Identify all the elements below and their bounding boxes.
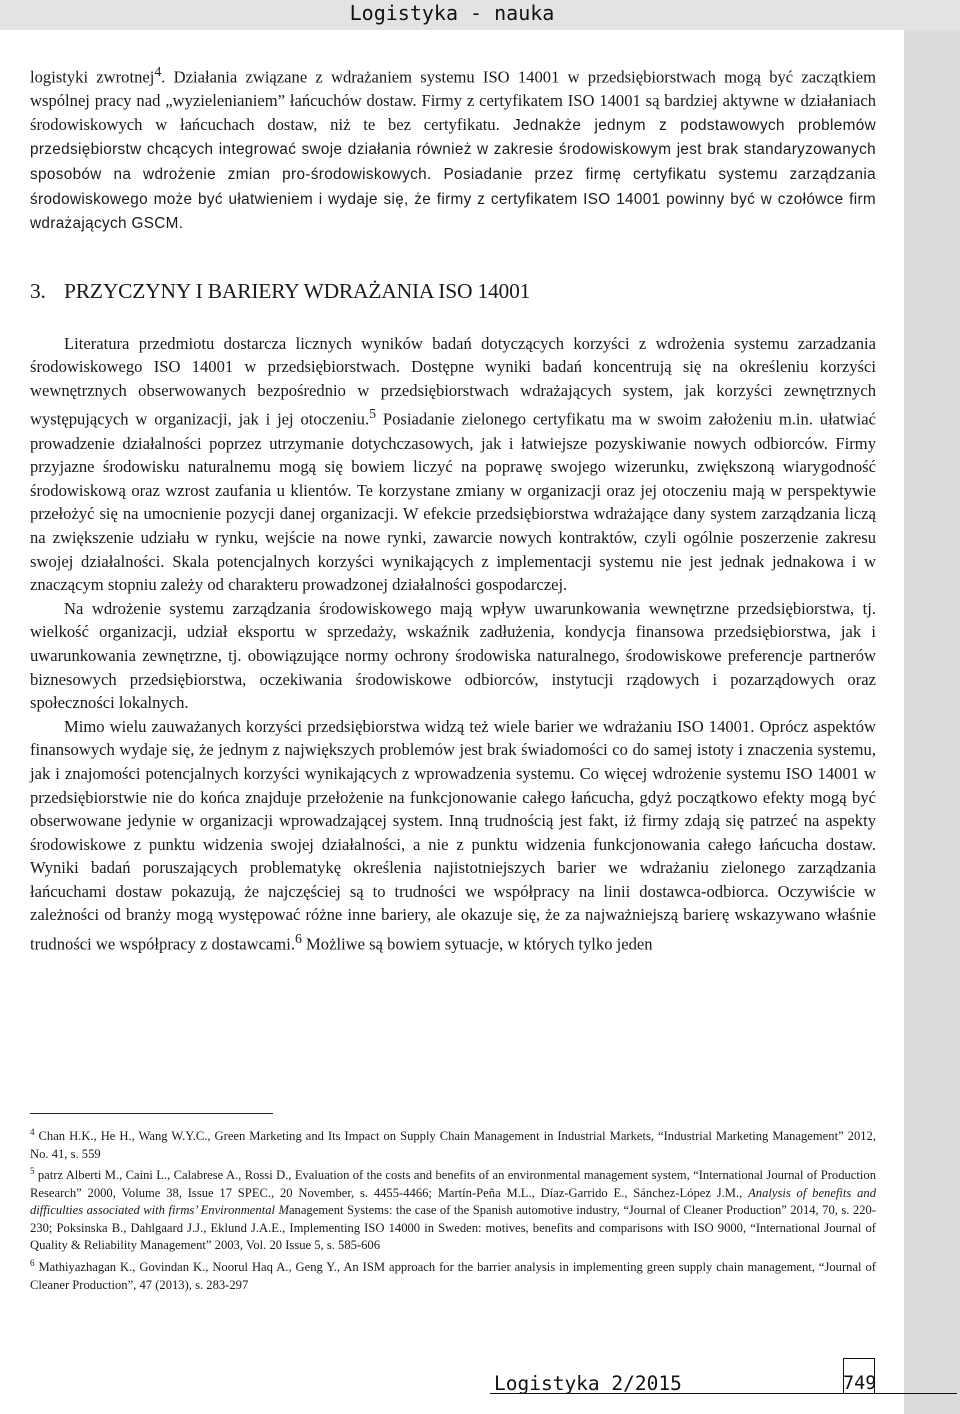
footnote-6-text: Mathiyazhagan K., Govindan K., Noorul Haq A., Geng Y., An ISM approach for the barrier analysis in implementing green supply chain management, “Journal of Cleaner Production”, 47 (2013), s. 283-297: [30, 1260, 876, 1292]
footnote-5: [30, 1163, 876, 1255]
paragraph-4-part-b: Możliwe są bowiem sytuacje, w których tylko jeden: [301, 934, 653, 954]
right-margin-strip: [904, 30, 960, 1414]
footnote-5-text-b: anagement Systems: the case of the Spanish automotive industry, “Journal of Cleaner Production” 2014, 70, s. 220-230; Poksinska B., Dahlgaard J.J., Eklund J.A.E., Implementing ISO 14000 in Sweden: motives, benefits and comparisons with ISO 9000, “International Journal of Quality & Reliability Management” 2003, Vol. 20 Issue 5, s. 585-606: [30, 1203, 876, 1253]
footnote-4-text: Chan H.K., He H., Wang W.Y.C., Green Marketing and Its Impact on Supply Chain Management in Industrial Markets, “Industrial Marketing Management” 2012, No. 41, s. 559: [30, 1129, 876, 1161]
paragraph-1-part-b: . Działania związane z wdrażaniem systemu ISO 14001 w przedsiębiorstwach mogą być zaczątkiem wspólnej pracy nad „wyzielenianiem” łańcuchów dostaw. Firmy z certyfikatem ISO 14001 są bardziej aktywne w działaniach środowiskowych w łańcuchach dostaw, niż te bez certyfikatu.: [30, 67, 876, 134]
paragraph-2-part-b: Posiadanie zielonego certyfikatu ma w swoim założeniu m.in. ułatwiać prowadzenie działalności poprzez utrzymanie dotychczasowych, jak i łatwiejsze pozyskiwanie nowych odbiorców. Firmy przyjazne środowisku naturalnemu mogą się bowiem liczyć na poprawę swojego wizerunku, zwiększoną wiarygodność środowiskową oraz wzrost zaufania u klientów. Te korzystane zmiany w organizacji oraz jej otoczeniu mają w perspektywie przełożyć się na umocnienie pozycji danej organizacji. W efekcie przedsiębiorstwa wdrażające dany system zarządzania liczą na zwiększenie udziału w rynku, wejście na nowe rynki, zawarcie nowych kontraktów, czyli ogólnie poszerzenie zakresu swojej działalności. Skala potencjalnych korzyści wynikających z implementacji systemu nie jest jednak jednakowa i w znaczącym stopniu zależy od charakteru prowadzonej działalności gospodarczej.: [30, 410, 876, 595]
footnote-5-text-a: patrz Alberti M., Caini L., Calabrese A., Rossi D., Evaluation of the costs and benefits of an environmental management system, “International Journal of Production Research” 2000, Volume 38, Issue 17 SPEC., 20 November, s. 4455-4466; Martín-Peña M.L., Díaz-Garrido E., Sánchez-López J.M.,: [30, 1168, 876, 1200]
footnote-4-mark: 4: [30, 1127, 35, 1137]
footnote-divider: [30, 1113, 273, 1114]
paragraph-1-part-d: Posiadanie przez firmę certyfikatu systemu zarządzania środowiskowego może być ułatwieniem i wydaje się, że firmy z certyfikatem ISO 14001 powinny być w czołówce firm wdrażających GSCM.: [30, 165, 876, 233]
paragraph-1: [30, 60, 876, 236]
section-title: PRZYCZYNY I BARIERY WDRAŻANIA ISO 14001: [64, 278, 531, 303]
footnote-6-mark: 6: [30, 1257, 35, 1268]
footnote-5-italic-title: Analysis of benefits and difficulties associated with firms’ Environmental M: [30, 1185, 877, 1218]
footnotes: [30, 1124, 876, 1294]
article-body: [30, 60, 876, 956]
section-heading: [30, 278, 876, 304]
footnote-4: [30, 1124, 876, 1163]
header-title: Logistyka - nauka: [349, 1, 555, 25]
paragraph-1-part-a: logistyki zwrotnej: [30, 67, 155, 87]
footer-journal-title: Logistyka 2/2015: [494, 1372, 682, 1395]
paragraph-2: [30, 332, 876, 597]
paragraph-3: Na wdrożenie systemu zarządzania środowiskowego mają wpływ uwarunkowania wewnętrzne przedsiębiorstwa, tj. wielkość organizacji, udział eksportu w sprzedaży, wskaźnik zadłużenia, kondycja finansowa przedsiębiorstwa, jak i uwarunkowania zewnętrzne, tj. obowiązujące normy ochrony środowiska naturalnego, środowiskowe preferencje partnerów biznesowych przedsiębiorstwa, oczekiwania środowiskowe odbiorców, instytucji rządowych i pozarządowych oraz społeczności lokalnych.: [30, 598, 876, 713]
top-header-bar: [0, 0, 960, 30]
footnote-6: [30, 1255, 876, 1294]
footnote-5-mark: 5: [30, 1166, 35, 1177]
footnote-ref-4[interactable]: 4: [154, 64, 162, 79]
paragraph-2-part-a: Literatura przedmiotu dostarcza licznych wyników badań dotyczących korzyści z wdrożenia systemu zarzadzania środowiskowego ISO 14001 w przedsiębiorstwach. Dostępne wyniki badań koncentrują się na określeniu korzyści wewnętrznych obserwowanych bezpośrednio w przedsiębiorstwach wdrażających system, jak korzyści zewnętrznych występujących w organizacji, jak i jej otoczeniu.: [30, 333, 876, 429]
footer-rule: [490, 1393, 957, 1394]
paragraph-4-part-a: Mimo wielu zauważanych korzyści przedsiębiorstwa widzą też wiele barier we wdrażaniu ISO 14001. Oprócz aspektów finansowych wydaje się, że jednym z największych problemów jest brak świadomości co do samej istoty i znaczenia systemu, jak i znajomości potencjalnych korzyści wynikających z wprowadzenia systemu. Co więcej wdrożenie systemu ISO 14001 w przedsiębiorstwie nie do końca znajduje przełożenie na funkcjonowanie całego łańcucha, gdyż początkowo efekty mogą być obserwowane jedynie w organizacji wprowadzającej system. Inną trudnością jest fakt, iż firmy zdają się patrzeć na aspekty środowiskowe z punktu widzenia swojej działalności, a nie z punktu widzenia funkcjonowania całego łańcucha dostaw. Wyniki badań poruszających problematykę określenia najistotniejszych barier we wdrażaniu zielonego zarządzania łańcuchami dostaw pokazują, że najczęściej są to trudności we współpracy na linii dostawca-odbiorca. Oczywiście w zależności od branży mogą występować różne inne bariery, ale okazuje się, że za najważniejszą barierę wskazywano właśnie trudności we współpracy z dostawcami.: [30, 716, 876, 954]
footnote-ref-6[interactable]: 6: [294, 931, 302, 947]
section-number: 3.: [30, 278, 46, 303]
paragraph-4: [30, 715, 876, 956]
paragraph-1-part-c: Jednakże jednym z podstawowych problemów przedsiębiorstw chcących integrować swoje działania również w zakresie środowiskowym jest brak standaryzowanych sposobów na wdrożenie zmian pro-środowiskowych.: [30, 116, 876, 183]
footnote-ref-5[interactable]: 5: [369, 406, 377, 422]
page-number: 749: [843, 1373, 877, 1394]
